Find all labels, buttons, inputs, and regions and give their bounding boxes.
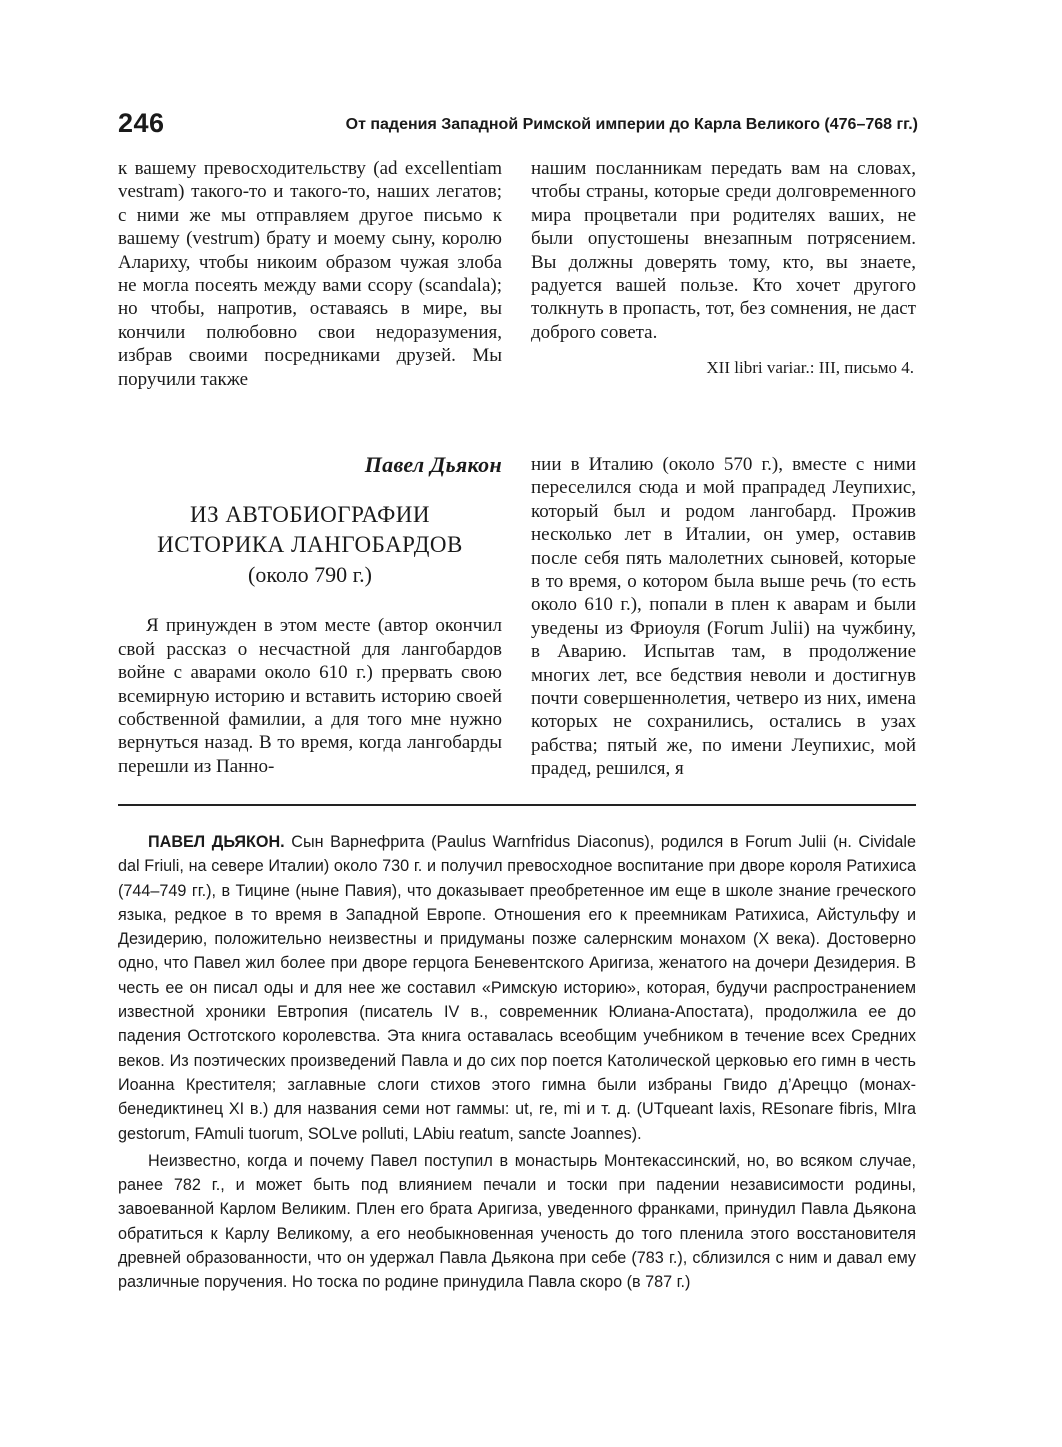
section-title-line2: ИСТОРИКА ЛАНГОБАРДОВ (157, 532, 463, 558)
section-left-paragraph: Я принужден в этом месте (автор окончил свой рассказ о несчастной для лангобардов войне с аварами около 610 г.) прервать свою всемирную историю и вставить историю своей собственной фамилии, а для того мне нужно вернуться назад. В то время, когда лангобарды перешли из Панно- (118, 615, 502, 777)
divider-rule (118, 804, 916, 806)
section-title-date: (около 790 г.) (248, 562, 372, 588)
biography-paragraph-2: Неизвестно, когда и почему Павел поступил в монастырь Монтекассинский, но, во всяком случае, ранее 782 г., и может быть под влиянием печали и тоски при падении независимости родины, завоеванной Карлом Великим. Плен его брата Аригиза, уведенного франками, принудил Павла Дьякона обратиться к Карлу Великому, а его необыкновенная ученость до того пленила этого восстановителя древней образованности, что он удержал Павла Дьякона при себе (783 г.), сблизился с ним и давал ему различные поручения. Но тоска по родине принудила Павла скоро (в 787 г.) (118, 1151, 916, 1292)
section-left-column (118, 453, 502, 778)
biography-note (118, 830, 916, 1295)
top-right-paragraph: нашим посланникам передать вам на словах, чтобы страны, которые среди долговременного мира процветали при родителях ваших, не были опустошены внезапным потрясением. Вы должны доверять тому, кто, вы знаете, радуется вашей пользе. Кто хочет другого толкнуть в пропасть, тот, без сомнения, не даст доброго совета. (531, 158, 916, 343)
page-number: 246 (118, 108, 165, 138)
section-author: Павел Дьякон (364, 452, 502, 477)
top-right-column (531, 157, 916, 380)
page-header (118, 108, 918, 144)
biography-paragraph-1-text: Сын Варнефрита (Paulus Warnfridus Diaconus), родился в Forum Julii (н. Cividale dal Friuli, на севере Италии) около 730 г. и получил превосходное воспитание при дворе короля Ратихиса (744–749 гг.), в Тицине (ныне Павия), что доказывает преобретенное им еще в школе знание греческого языка, редкое в то время в Западной Европе. Отношения его к преемникам Ратихиса, Айстульфу и Дезидерию, положительно неизвестны и придуманы позже салернским монахом (X века). Достоверно одно, что Павел жил более при дворе герцога Беневентского Аригиза, женатого на дочери Дезидерия. В честь ее он писал оды и для нее же составил «Римскую историю», которая, будучи распространением известной хроники Евтропия (писатель IV в., современник Юлиана-Апостата), продолжила ее до падения Остготского королевства. Эта книга оставалась всеобщим учебником в течение всех Средних веков. Из поэтических произведений Павла и до сих пор поется Католической церковью его гимн в честь Иоанна Крестителя; заглавные слоги стихов этого гимна были избраны Гвидо д’Ареццо (монах-бенедиктинец XI в.) для названия семи нот гаммы: ut, re, mi и т. д. (UTqueant laxis, REsonare fibris, MIra gestorum, FAmuli tuorum, SOLve polluti, LAbiu reatum, sancte Joannes). (118, 833, 917, 1143)
top-left-paragraph: к вашему превосходительству (ad excellentiam vestram) такого-то и такого-то, наших легатов; с ними же мы отправляем другое письмо к вашему (vestrum) брату и моему сыну, королю Алариху, чтобы никоим образом чужая злоба не могла посеять между вами ссору (scandala); но чтобы, напротив, оставаясь в мире, вы кончили полюбовно свои недоразумения, избрав своими посредниками друзей. Мы поручили также (118, 158, 502, 390)
section-right-column (531, 453, 916, 781)
running-title: От падения Западной Римской империи до Карла Великого (476–768 гг.) (345, 116, 918, 133)
section-right-paragraph: нии в Италию (около 570 г.), вместе с ними переселился сюда и мой прапрадед Леупихис, который был и родом лангобард. Прожив несколько лет в Италии, он умер, оставив после себя пять малолетних сыновей, которые в то время, о котором была выше речь (то есть около 610 г.), попали в плен к аварам и были уведены из Фриоуля (Forum Julii) на чужбину, в Аварию. Испытав там, в продолжение многих лет, все бедствия неволи и достигнув почти совершеннолетия, четверо из них, имена которых не сохранились, остались в узах рабства; пятый же, по имени Леупихис, мой прадед, решился, я (531, 454, 916, 780)
top-left-column (118, 157, 502, 391)
section-title-line1: ИЗ АВТОБИОГРАФИИ (189, 502, 430, 528)
biography-lead: ПАВЕЛ ДЬЯКОН. (148, 833, 285, 851)
biography-paragraph-1 (118, 830, 916, 1146)
source-citation: XII libri variar.: III, письмо 4. (706, 358, 914, 378)
